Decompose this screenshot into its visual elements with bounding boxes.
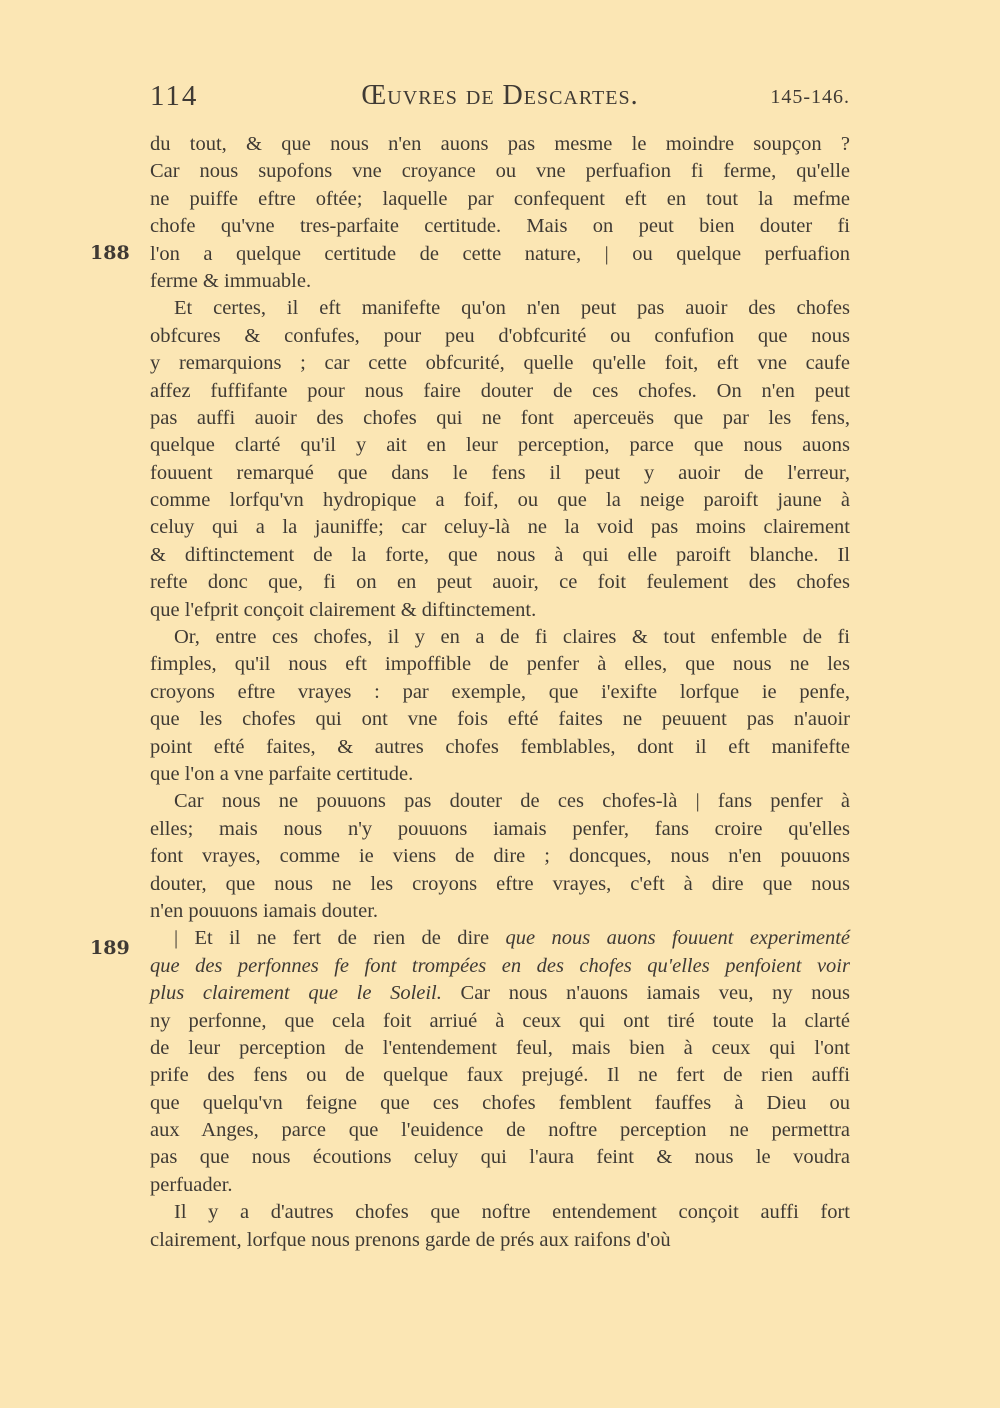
text-span: celuy qui a la jauniffe; car celuy-là ne la void pas moins clairement xyxy=(150,516,850,539)
text-line xyxy=(150,597,850,624)
text-span: pas auffi auoir des chofes qui ne font aperceuës que par les fens, xyxy=(150,406,850,429)
text-span: croyons eftre vrayes : par exemple, que i'exifte lorfque ie penfe, xyxy=(150,680,850,703)
text-span: ne puiffe eftre oftée; laquelle par confequent eft en tout la mefme xyxy=(150,187,850,210)
text-line xyxy=(150,1227,850,1254)
text-span: quelque clarté qu'il y ait en leur perception, parce que nous auons xyxy=(150,434,850,457)
text-line xyxy=(150,542,850,569)
text-span: refte donc que, fi on en peut auoir, ce foit feulement des chofes xyxy=(150,571,850,594)
text-line xyxy=(150,843,850,870)
text-span: Et certes, il eft manifefte qu'on n'en peut pas auoir des chofes xyxy=(174,297,850,320)
text-line xyxy=(150,405,850,432)
text-line xyxy=(150,350,850,377)
text-line xyxy=(150,980,850,1007)
text-span: douter, que nous ne les croyons eftre vrayes, c'eft à dire que nous xyxy=(150,872,850,895)
text-span: ny perfonne, que cela foit arriué à ceux qui ont tiré toute la clarté xyxy=(150,1009,850,1032)
text-line xyxy=(150,651,850,678)
text-line xyxy=(150,186,850,213)
text-span: de leur perception de l'entendement feul, mais bien à ceux qui l'ont xyxy=(150,1036,850,1059)
text-line xyxy=(150,953,850,980)
text-line xyxy=(150,761,850,788)
text-span: perfuader. xyxy=(150,1173,233,1196)
text-span: Car nous supofons vne croyance ou vne perfuafion fi ferme, qu'elle xyxy=(150,160,850,183)
text-span: obfcures & confufes, pour peu d'obfcurité ou confufion que nous xyxy=(150,324,850,347)
text-span: font vrayes, comme ie viens de dire ; doncques, nous n'en pouuons xyxy=(150,845,850,868)
text-line xyxy=(150,268,850,295)
italic-span: que des perfonnes fe font trompées en des chofes qu'elles penfoient voir xyxy=(150,954,850,977)
text-line xyxy=(150,1172,850,1199)
text-line xyxy=(150,1062,850,1089)
text-line xyxy=(150,1144,850,1171)
text-span: ferme & immuable. xyxy=(150,269,312,292)
page-header xyxy=(150,80,850,120)
text-line xyxy=(150,624,850,651)
text-line xyxy=(150,898,850,925)
text-line xyxy=(150,679,850,706)
text-span: pas que nous écoutions celuy qui l'aura feint & nous le voudra xyxy=(150,1146,850,1169)
text-span: fimples, qu'il nous eft impoffible de penfer à elles, que nous ne les xyxy=(150,653,850,676)
text-line xyxy=(150,816,850,843)
text-span: aux Anges, parce que l'euidence de noftre perception ne permettra xyxy=(150,1119,850,1142)
text-line xyxy=(150,378,850,405)
text-span: que quelqu'vn feigne que ces chofes femblent fauffes à Dieu ou xyxy=(150,1091,850,1114)
text-line xyxy=(150,1035,850,1062)
text-line xyxy=(150,158,850,185)
text-line xyxy=(150,213,850,240)
text-span: & diftinctement de la forte, que nous à qui elle paroift blanche. Il xyxy=(150,543,850,566)
body-text xyxy=(150,131,850,1254)
text-span: chofe qu'vne tres-parfaite certitude. Mais on peut bien douter fi xyxy=(150,215,850,238)
text-line xyxy=(150,1199,850,1226)
text-span: Or, entre ces chofes, il y en a de fi claires & tout enfemble de fi xyxy=(174,626,850,649)
text-span: point efté faites, & autres chofes femblables, dont il eft manifefte xyxy=(150,735,850,758)
text-span: | Et il ne fert de rien de dire xyxy=(174,927,506,950)
text-span: Car nous ne pouuons pas douter de ces chofes-là | fans penfer à xyxy=(174,790,850,813)
italic-span: plus clairement que le Soleil. xyxy=(150,982,442,1005)
text-line xyxy=(150,131,850,158)
text-line xyxy=(150,460,850,487)
margin-note-189: 189 xyxy=(90,937,130,959)
text-line xyxy=(150,734,850,761)
text-span: affez fuffifante pour nous faire douter de ces chofes. On n'en peut xyxy=(150,379,850,402)
text-span: fouuent remarqué que dans le fens il peut y auoir de l'erreur, xyxy=(150,461,850,484)
text-line xyxy=(150,1117,850,1144)
text-line xyxy=(150,569,850,596)
text-span: du tout, & que nous n'en auons pas mesme le moindre soupçon ? xyxy=(150,133,850,155)
text-span: que l'efprit conçoit clairement & diftinctement. xyxy=(150,598,537,621)
text-line xyxy=(150,706,850,733)
text-span: elles; mais nous n'y pouuons iamais penfer, fans croire qu'elles xyxy=(150,817,850,840)
italic-span: que nous auons fouuent experimenté xyxy=(505,927,850,950)
text-span: que les chofes qui ont vne fois efté faites ne peuuent pas n'auoir xyxy=(150,708,850,731)
text-line xyxy=(150,323,850,350)
text-span: Car nous n'auons iamais veu, ny nous xyxy=(441,982,850,1005)
text-line xyxy=(150,871,850,898)
text-span: que l'on a vne parfaite certitude. xyxy=(150,762,414,785)
text-line xyxy=(150,514,850,541)
text-span: n'en pouuons iamais douter. xyxy=(150,899,379,922)
page-number: 114 xyxy=(150,80,199,112)
text-span: Il y a d'autres chofes que noftre entendement conçoit auffi fort xyxy=(174,1201,850,1224)
page-range: 145-146. xyxy=(770,86,850,108)
running-title: Œuvres de Descartes. xyxy=(361,80,639,111)
text-line xyxy=(150,1008,850,1035)
text-line xyxy=(150,432,850,459)
text-span: y remarquions ; car cette obfcurité, quelle qu'elle foit, eft vne caufe xyxy=(150,352,850,375)
margin-note-188: 188 xyxy=(90,242,130,264)
text-span: prife des fens ou de quelque faux prejugé. Il ne fert de rien auffi xyxy=(150,1064,850,1087)
text-line xyxy=(150,241,850,268)
text-line xyxy=(150,788,850,815)
text-line xyxy=(150,487,850,514)
text-line xyxy=(150,295,850,322)
text-span: l'on a quelque certitude de cette nature, | ou quelque perfuafion xyxy=(150,242,850,265)
text-line xyxy=(150,925,850,952)
text-line xyxy=(150,1090,850,1117)
text-span: comme lorfqu'vn hydropique a foif, ou que la neige paroift jaune à xyxy=(150,489,850,512)
text-span: clairement, lorfque nous prenons garde de prés aux raifons d'où xyxy=(150,1228,671,1251)
